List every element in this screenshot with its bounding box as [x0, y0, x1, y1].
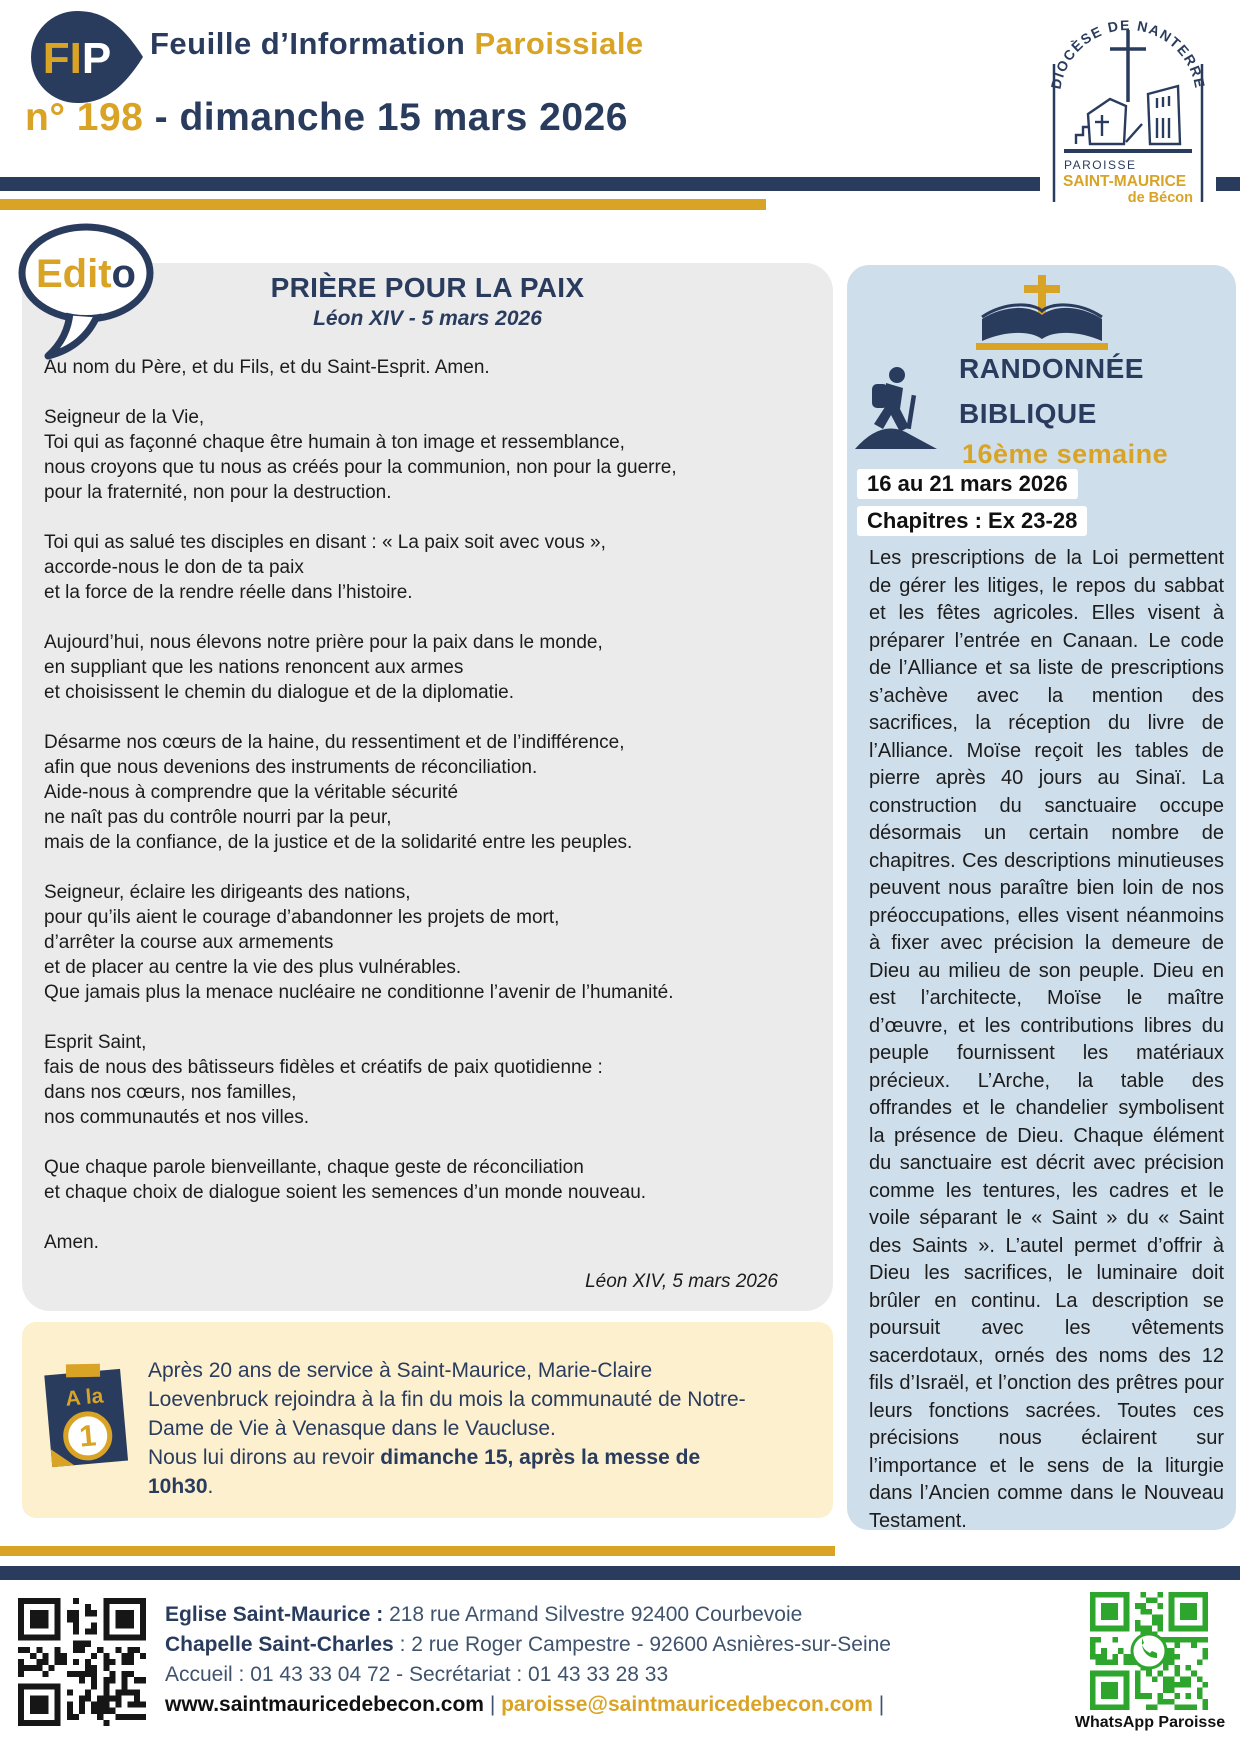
- website-qr-code: [18, 1598, 146, 1726]
- prayer-paragraph: Seigneur de la Vie, Toi qui as façonné chaque être humain à ton image et ressemblance, nous croyons que tu nous as créés pour la communion, non pour la guerre, pour la fraternité, non pour la destruction.: [44, 407, 677, 503]
- randonnee-box: [847, 265, 1236, 1530]
- edito-box: [22, 263, 833, 1311]
- fip-text-fi: FI: [42, 34, 82, 83]
- edito-label-o: o: [111, 252, 136, 296]
- diocese-logo-art: [1048, 2, 1208, 204]
- website-link[interactable]: www.saintmauricedebecon.com: [165, 1693, 484, 1716]
- a-la-une-highlight: dimanche 15, après la messe de 10h30: [148, 1446, 701, 1498]
- a-la-une-text: [148, 1356, 760, 1501]
- hiker-icon: [853, 365, 937, 453]
- footer-contact-block: [165, 1600, 891, 1720]
- diocese-arc-text: DIOCÈSE DE NANTERRE: [1048, 16, 1208, 91]
- issue-number: n° 198: [25, 96, 144, 139]
- randonnee-title-line2: BIBLIQUE: [959, 398, 1097, 429]
- whatsapp-label: WhatsApp Paroisse: [1074, 1714, 1226, 1731]
- randonnee-body-text: Les prescriptions de la Loi permettent de gérer les litiges, le repos du sabbat et les fêtes agricoles. Elles visent à préparer l’entrée en Canaan. Le code de l’Alliance et sa liste de prescriptions s’achève avec la mention des sacrifices, la réception du livre de l’Alliance. Moïse reçoit les tables de pierre après 40 jours au Sinaï. La construction du sanctuaire occupe désormais un certain nombre de chapitres. Ces descriptions minutieuses peuvent nous paraître bien loin de nos préoccupations, elles visent néanmoins à fixer avec précision la demeure de Dieu au milieu de son peuple. Dieu en est l’architecte, Moïse le maître d’œuvre, et les contributions libres du peuple fournissent les matériaux précieux. L’Arche, la table des offrandes et le chandelier symbolisent la présence de Dieu. Chaque élément du sanctuaire est décrit avec précision comme les tentures, les cadres et le voile séparant le « Saint » du « Saint des Saints ». L’autel permet d’offrir à Dieu les sacrifices, le luminaire doit brûler en continu. La description se poursuit avec les vêtements sacerdotaux, ornés des noms des 12 fils d’Israël, et l’onction des prêtres pour leurs fonctions sacrées. Toutes ces précisions nous éclairent sur l’importance et le sens de la liturgie dans l’Ancien comme dans le Nouveau Testament.: [869, 547, 1224, 1532]
- randonnee-dates: 16 au 21 mars 2026: [857, 469, 1078, 499]
- footer-line-phones: Accueil : 01 43 33 04 72 - Secrétariat : 01 43 33 28 33: [165, 1663, 669, 1686]
- footer-line-links: www.saintmauricedebecon.com | paroisse@saintmauricedebecon.com |: [165, 1693, 885, 1716]
- header-gold-rule: [0, 199, 766, 210]
- diocese-logo: [1040, 2, 1216, 208]
- a-la-une-box: [22, 1322, 833, 1518]
- footer-navy-rule: [0, 1566, 1240, 1580]
- diocese-paroisse-label: PAROISSE: [1064, 158, 1137, 172]
- fip-logo-icon: [25, 8, 145, 106]
- diocese-parish-name: SAINT-MAURICE: [1063, 173, 1187, 190]
- svg-text:FIP: [43, 34, 111, 83]
- masthead-title-accent: Paroissiale: [474, 26, 644, 61]
- prayer-paragraph: Seigneur, éclaire les dirigeants des nations, pour qu’ils aient le courage d’abandonner les projets de mort, d’arrêter la course aux armements et de placer au centre la vie des plus vulnérables. Que jamais plus la menace nucléaire ne conditionne l’avenir de l’humanité.: [44, 882, 674, 1003]
- edito-prayer-text: [44, 355, 803, 1280]
- diocese-parish-sub: de Bécon: [1127, 190, 1193, 204]
- svg-text:Edito: [36, 252, 136, 296]
- footer-gold-rule: [0, 1546, 835, 1556]
- edito-label-main: Edit: [36, 252, 112, 296]
- whatsapp-logo-icon: [1128, 1630, 1170, 1672]
- a-la-une-paragraph-2: Nous lui dirons au revoir dimanche 15, après la messe de 10h30.: [148, 1446, 701, 1498]
- prayer-subtitle: Léon XIV - 5 mars 2026: [313, 307, 542, 330]
- prayer-title: PRIÈRE POUR LA PAIX: [270, 272, 585, 303]
- prayer-paragraph: Désarme nos cœurs de la haine, du ressentiment et de l’indifférence, afin que nous devenions des instruments de réconciliation. Aide-nous à comprendre que la véritable sécurité ne naît pas du contrôle nourri par la peur, mais de la confiance, de la justice et de la solidarité entre les peuples.: [44, 732, 633, 853]
- randonnee-chapters: Chapitres : Ex 23-28: [857, 506, 1087, 536]
- masthead-title-main: Feuille d’Information: [150, 26, 475, 61]
- prayer-paragraph: Esprit Saint, fais de nous des bâtisseurs fidèles et créatifs de paix quotidienne : dans nos cœurs, nos familles, nos communautés et nos villes.: [44, 1032, 603, 1128]
- edito-speech-bubble: [10, 220, 162, 362]
- a-la-une-icon: [34, 1352, 138, 1482]
- prayer-paragraph: Que chaque parole bienveillante, chaque geste de réconciliation et chaque choix de dialogue soient les semences d’un monde nouveau.: [44, 1157, 647, 1203]
- prayer-paragraph: Aujourd’hui, nous élevons notre prière pour la paix dans le monde, en suppliant que les nations renoncent aux armes et choisissent le chemin du dialogue et de la diplomatie.: [44, 632, 603, 703]
- email-link[interactable]: paroisse@saintmauricedebecon.com: [501, 1693, 873, 1716]
- a-la-une-icon-number: 1: [78, 1419, 98, 1454]
- a-la-une-icon-label: A la: [64, 1384, 105, 1411]
- prayer-signature: Léon XIV, 5 mars 2026: [585, 1271, 778, 1292]
- prayer-paragraph: Au nom du Père, et du Fils, et du Saint-Esprit. Amen.: [44, 357, 490, 378]
- fip-text-p: P: [81, 34, 112, 83]
- randonnee-week: 16ème semaine: [962, 439, 1169, 469]
- issue-date: - dimanche 15 mars 2026: [143, 96, 628, 139]
- footer-line-chapelle: Chapelle Saint-Charles : 2 rue Roger Campestre - 92600 Asnières-sur-Seine: [165, 1633, 891, 1656]
- prayer-paragraph: Amen.: [44, 1232, 99, 1253]
- masthead-title: [150, 26, 644, 62]
- issue-line: [25, 96, 628, 140]
- cross-icon: [1110, 30, 1146, 102]
- randonnee-title-line1: RANDONNÉE: [959, 353, 1144, 384]
- prayer-paragraph: Toi qui as salué tes disciples en disant : « La paix soit avec vous », accorde-nous le don de ta paix et la force de la rendre réelle dans l’histoire.: [44, 532, 606, 603]
- bible-cross-icon: [976, 275, 1108, 353]
- a-la-une-paragraph-1: Après 20 ans de service à Saint-Maurice, Marie-Claire Loevenbruck rejoindra à la fin du mois la communauté de Notre-Dame de Vie à Venasque dans le Vaucluse.: [148, 1359, 746, 1440]
- footer-line-eglise: Eglise Saint-Maurice : 218 rue Armand Silvestre 92400 Courbevoie: [165, 1603, 803, 1626]
